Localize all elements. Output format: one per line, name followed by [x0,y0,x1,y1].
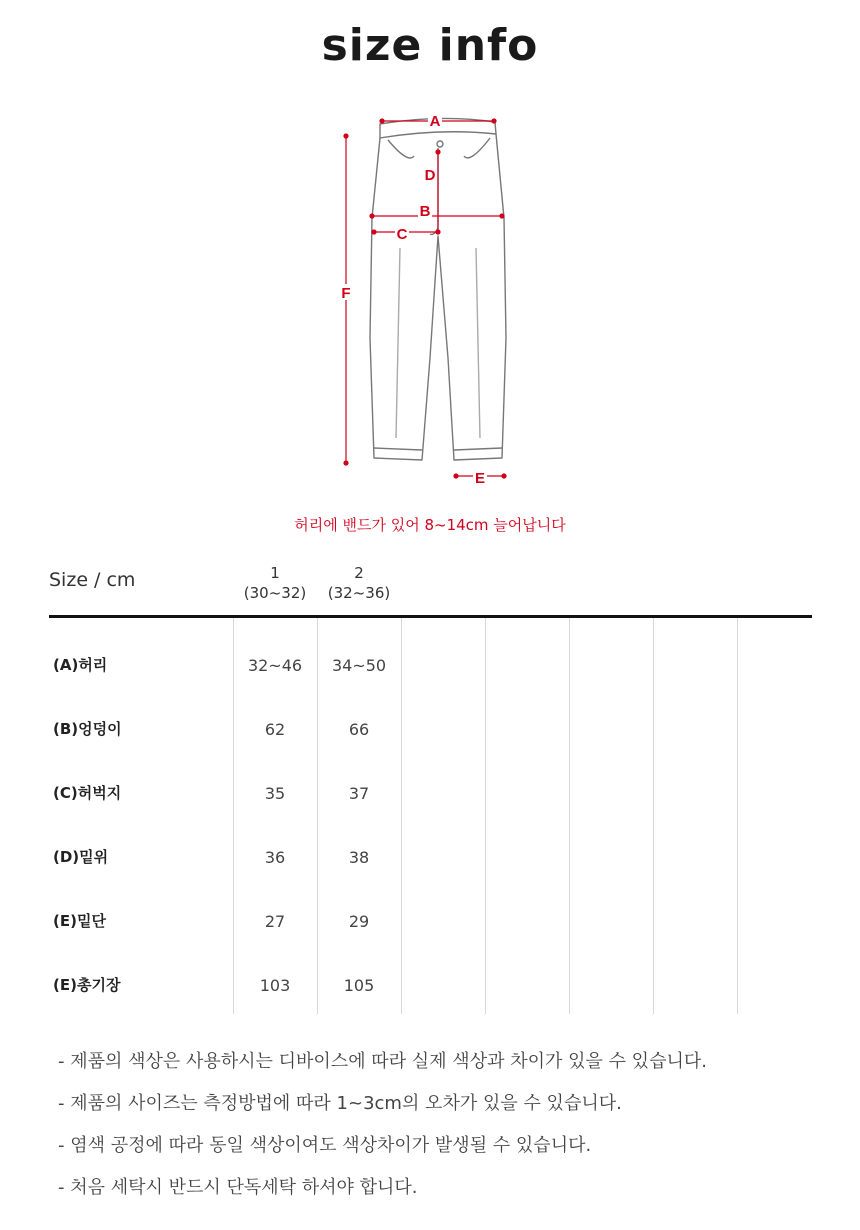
size-range: (32~36) [327,584,391,602]
pants-pocket-left [388,140,414,158]
column-divider [737,618,738,1014]
size-number: 1 [270,564,280,582]
page-title: size info [321,20,539,71]
column-divider [401,618,402,1014]
row-label-total-length: (E)총기장 [53,976,121,994]
table-cell: 27 [264,912,286,931]
pants-diagram [330,108,530,488]
notice-item: - 제품의 색상은 사용하시는 디바이스에 따라 실제 색상과 차이가 있을 수 있습니다. [58,1051,707,1072]
size-range: (30~32) [243,584,307,602]
row-label-waist: (A)허리 [53,656,108,674]
table-cell: 34~50 [331,656,387,675]
table-cell: 29 [348,912,370,931]
measure-b-label: B [419,203,431,220]
row-label-hem: (E)밑단 [53,912,106,930]
size-unit-label: Size / cm [49,569,136,591]
row-label-rise: (D)밑위 [53,848,109,866]
size-column-header [233,563,317,603]
notice-item: - 처음 세탁시 반드시 단독세탁 하셔야 합니다. [58,1177,418,1198]
column-divider [233,618,234,1014]
measure-c-label: C [396,226,408,243]
column-divider [653,618,654,1014]
notice-item: - 염색 공정에 따라 동일 색상이여도 색상차이가 발생될 수 있습니다. [58,1135,592,1156]
table-cell: 105 [343,976,375,995]
size-number: 2 [354,564,364,582]
notice-item: - 제품의 사이즈는 측정방법에 따라 1~3cm의 오차가 있을 수 있습니다. [58,1093,622,1114]
table-cell: 37 [348,784,370,803]
table-cell: 32~46 [247,656,303,675]
table-cell: 62 [264,720,286,739]
column-divider [317,618,318,1014]
row-label-hip: (B)엉덩이 [53,720,122,738]
pants-pocket-right [464,138,490,158]
measure-a-label: A [429,113,441,130]
size-column-header [317,563,401,603]
pants-fly [430,148,438,234]
column-divider [569,618,570,1014]
table-header-rule [49,615,812,618]
column-divider [485,618,486,1014]
table-cell: 103 [259,976,291,995]
measure-f-label: F [341,285,351,302]
pants-button [437,141,443,147]
notice-list [58,1050,707,1218]
row-label-thigh: (C)허벅지 [53,784,122,802]
table-cell: 38 [348,848,370,867]
measure-e-label: E [474,470,486,487]
table-cell: 66 [348,720,370,739]
measure-d-label: D [424,167,436,184]
band-note: 허리에 밴드가 있어 8~14cm 늘어납니다 [294,516,566,534]
table-cell: 35 [264,784,286,803]
table-cell: 36 [264,848,286,867]
